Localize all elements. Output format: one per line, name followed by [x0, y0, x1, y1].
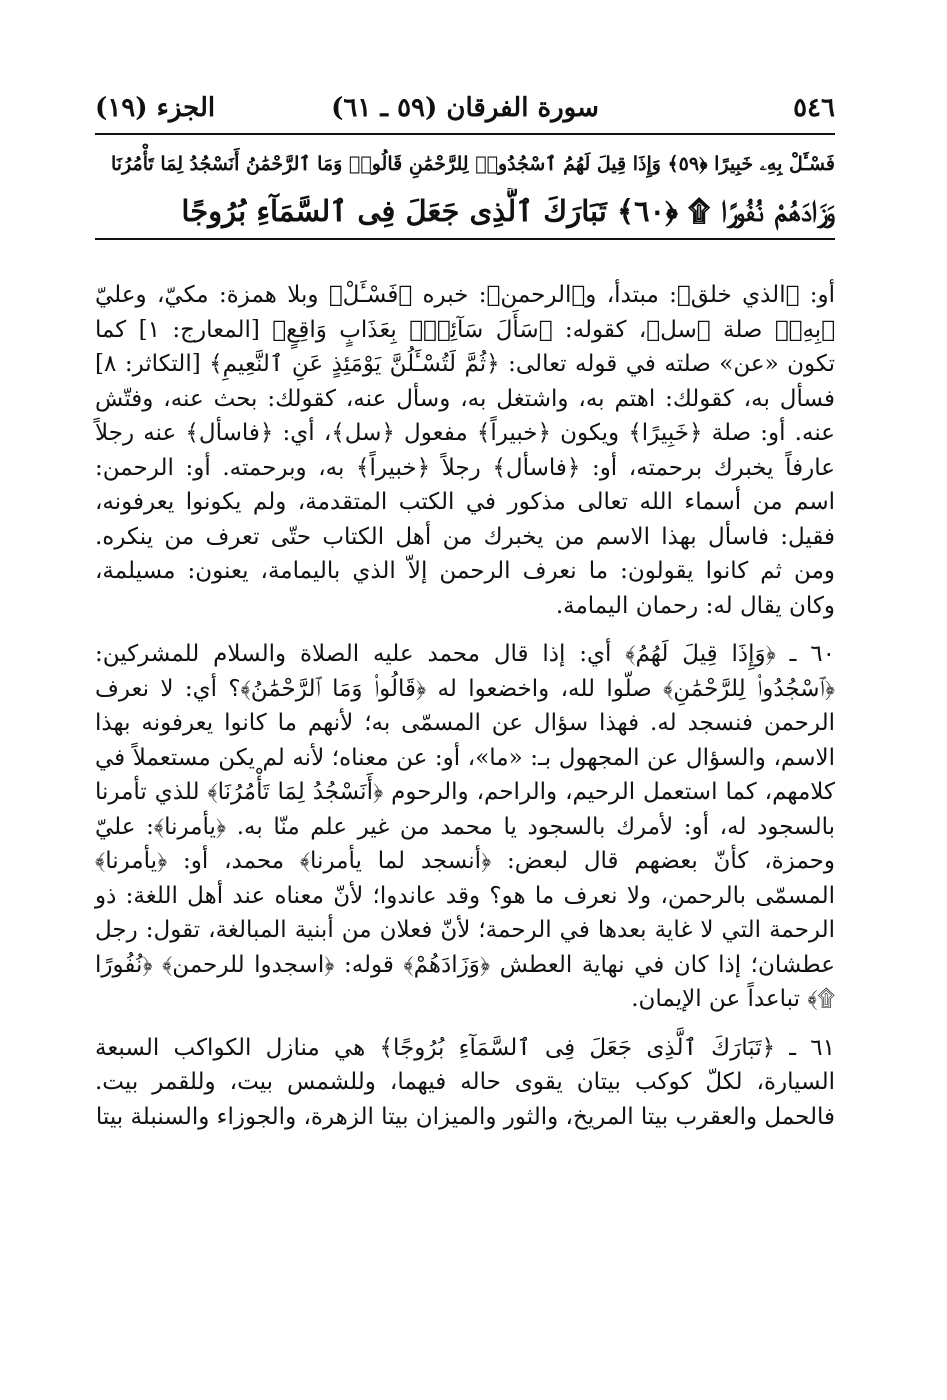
header-divider	[95, 133, 835, 135]
commentary-paragraph-1: أو: ﴿الذي خلق﴾: مبتدأ، و﴿الرحمن﴾: خبره ﴿فَسْـَٔلْ﴾ وبلا همزة: مكيّ، وعليّ ﴿بِهِۦ﴾ صلة ﴿سل﴾، كقوله: ﴿سَأَلَ سَآئِلٌۢ بِعَذَابٍ وَاقِعٍ﴾ [المعارج: ١] كما تكون «عن» صلته في قوله تعالى: ﴿ثُمَّ لَتُسْـَٔلُنَّ يَوْمَئِذٍ عَنِ ٱلنَّعِيمِ﴾ [التكاثر: ٨] فسأل به، كقولك: اهتم به، واشتغل به، وسأل عنه، كقولك: بحث عنه، وفتّش عنه. أو: صلة ﴿خَبِيرًا﴾ ويكون ﴿خبيراً﴾ مفعول ﴿سل﴾، أي: ﴿فاسأل﴾ عنه رجلاً عارفاً يخبرك برحمته، أو: ﴿فاسأل﴾ رجلاً ﴿خبيراً﴾ به، وبرحمته. أو: الرحمن: اسم من أسماء الله تعالى مذكور في الكتب المتقدمة، ولم يكونوا يعرفونه، فقيل: فاسأل بهذا الاسم من يخبرك من أهل الكتاب حتّى تعرف من ينكره. ومن ثم كانوا يقولون: ما نعرف الرحمن إلاّ الذي باليمامة، يعنون: مسيلمة، وكان يقال له: رحمان اليمامة.	[95, 282, 836, 619]
tafsir-commentary	[95, 278, 835, 1148]
verses-divider	[95, 238, 835, 240]
juz-label: الجزء (١٩)	[95, 93, 216, 123]
page-number: ٥٤٦	[793, 93, 835, 123]
quran-line-2: وَزَادَهُمْ نُفُورًا ۩ ﴿٦٠﴾ تَبَارَكَ ٱلَّذِى جَعَلَ فِى ٱلسَّمَآءِ بُرُوجًا	[181, 194, 835, 228]
commentary-paragraph-verse-61: ٦١ ـ ﴿تَبَارَكَ ٱلَّذِى جَعَلَ فِى ٱلسَّمَآءِ بُرُوجًا﴾ هي منازل الكواكب السبعة السيارة، لكلّ كوكب بيتان يقوى حاله فيهما، وللشمس بيت، وللقمر بيت. فالحمل والعقرب بيتا المريخ، والثور والميزان بيتا الزهرة، والجوزاء والسنبلة بيتا	[95, 1034, 835, 1130]
quran-line-1: فَسْـَٔلْ بِهِۦ خَبِيرًا ﴿٥٩﴾ وَإِذَا قِيلَ لَهُمُ ٱسْجُدُوا۟ لِلرَّحْمَٰنِ قَالُوا۟ وَمَا ٱلرَّحْمَٰنُ أَنَسْجُدُ لِمَا تَأْمُرُنَا	[110, 153, 835, 175]
surah-title: سورة الفرقان (٥٩ ـ ٦١)	[331, 93, 599, 123]
quran-verses	[95, 141, 835, 235]
page-header	[95, 88, 835, 128]
commentary-paragraph-verse-60: ٦٠ ـ ﴿وَإِذَا قِيلَ لَهُمُ﴾ أي: إذا قال محمد عليه الصلاة والسلام للمشركين: ﴿ٱسْجُدُوا۟ لِلرَّحْمَٰنِ﴾ صلّوا لله، واخضعوا له ﴿قَالُوا۟ وَمَا ٱلرَّحْمَٰنُ﴾؟ أي: لا نعرف الرحمن فنسجد له. فهذا سؤال عن المسمّى به؛ لأنهم ما كانوا يعرفونه بهذا الاسم، والسؤال عن المجهول بـ: «ما»، أو: عن معناه؛ لأنه لم يكن مستعملاً في كلامهم، كما استعمل الرحيم، والراحم، والرحوم ﴿أَنَسْجُدُ لِمَا تَأْمُرُنَا﴾ للذي تأمرنا بالسجود له، أو: لأمرك بالسجود يا محمد من غير علم منّا به. ﴿يأمرنا﴾: عليّ وحمزة، كأنّ بعضهم قال لبعض: ﴿أنسجد لما يأمرنا﴾ محمد، أو: ﴿يأمرنا﴾ المسمّى بالرحمن، ولا نعرف ما هو؟ وقد عاندوا؛ لأنّ معناه عند أهل اللغة: ذو الرحمة التي لا غاية بعدها في الرحمة؛ لأنّ فعلان من أبنية المبالغة، تقول: رجل عطشان؛ إذا كان في نهاية العطش ﴿وَزَادَهُمْ﴾ قوله: ﴿اسجدوا للرحمن﴾ ﴿نُفُورًا ۩﴾ تباعداً عن الإيمان.	[95, 641, 835, 1012]
